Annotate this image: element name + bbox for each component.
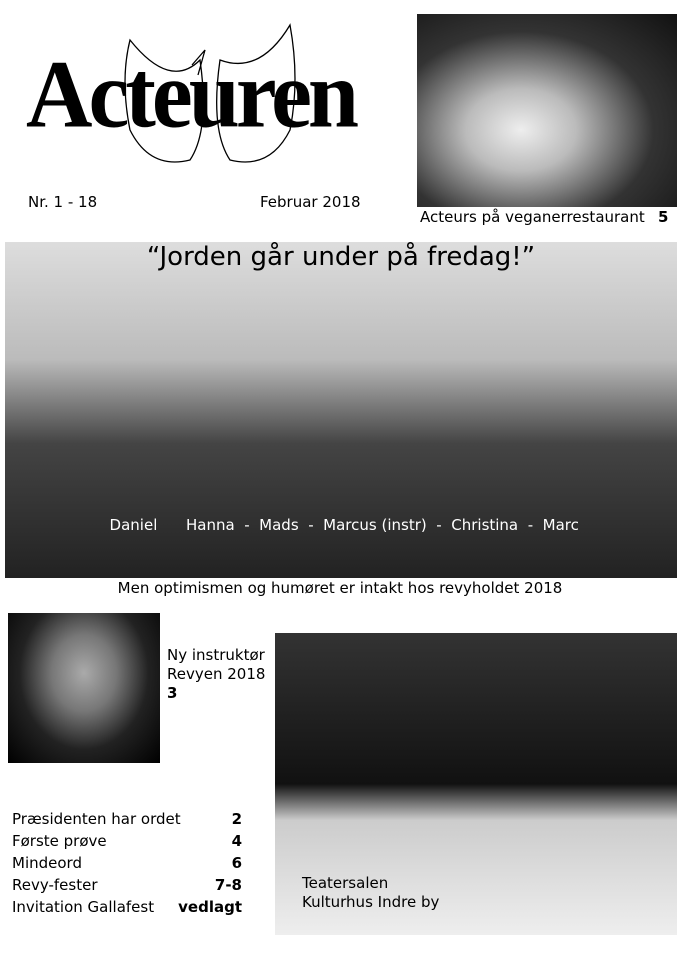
toc-page: 6 [231, 854, 242, 872]
toc-title: Første prøve [12, 832, 107, 850]
name-mads: Mads [259, 516, 299, 534]
masthead-logo: Acteuren [26, 40, 356, 148]
separator: - [527, 516, 534, 534]
toc-page: vedlagt [178, 898, 242, 916]
toc-item [12, 896, 242, 918]
vegan-restaurant-photo [417, 14, 677, 207]
toc-item [12, 808, 242, 830]
name-marcus: Marcus (instr) [323, 516, 427, 534]
toc-item [12, 852, 242, 874]
name-hanna: Hanna [185, 516, 235, 534]
instructor-portrait [8, 613, 160, 763]
toc-page: 2 [231, 810, 242, 828]
portrait-page: 3 [167, 684, 178, 702]
table-of-contents [12, 808, 242, 918]
toc-title: Invitation Gallafest [12, 898, 155, 916]
portrait-line1: Ny instruktør [167, 646, 265, 664]
separator: - [436, 516, 442, 534]
headline: “Jorden går under på fredag!” [146, 242, 536, 272]
toc-page: 4 [231, 832, 242, 850]
toc-item [12, 874, 242, 896]
separator: - [308, 516, 314, 534]
issue-date: Februar 2018 [260, 193, 361, 211]
toc-page: 7-8 [214, 876, 242, 894]
toc-title: Mindeord [12, 854, 82, 872]
top-photo-page: 5 [658, 208, 669, 226]
name-christina: Christina [451, 516, 519, 534]
name-marc: Marc [542, 516, 579, 534]
hall-caption-line2: Kulturhus Indre by [302, 893, 440, 911]
cast-group-photo [5, 242, 677, 578]
toc-title: Revy-fester [12, 876, 98, 894]
separator: - [244, 516, 250, 534]
issue-number: Nr. 1 - 18 [28, 193, 98, 211]
toc-title: Præsidenten har ordet [12, 810, 181, 828]
theatre-hall-photo [275, 633, 677, 935]
cast-names [100, 498, 579, 552]
main-photo-caption: Men optimismen og humøret er intakt hos revyholdet 2018 [117, 579, 563, 597]
hall-caption [302, 874, 439, 912]
hall-caption-line1: Teatersalen [302, 874, 389, 892]
name-daniel: Daniel [109, 516, 158, 534]
top-photo-caption: Acteurs på veganerrestaurant [420, 208, 645, 226]
portrait-caption [167, 646, 265, 703]
portrait-line2: Revyen 2018 [167, 665, 266, 683]
toc-item [12, 830, 242, 852]
